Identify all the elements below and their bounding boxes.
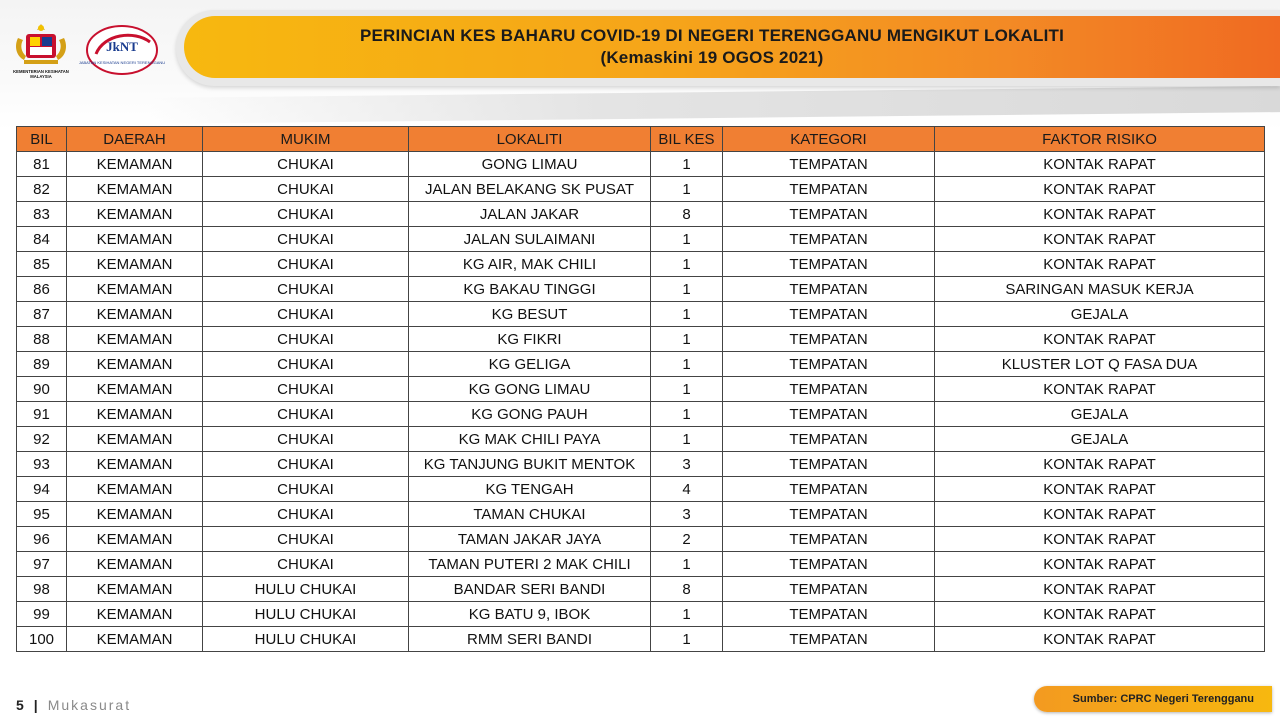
table-cell: 1 — [651, 552, 723, 577]
table-cell: SARINGAN MASUK KERJA — [935, 277, 1265, 302]
table-row — [17, 352, 1265, 377]
table-cell: KG GELIGA — [409, 352, 651, 377]
table-cell: TEMPATAN — [723, 477, 935, 502]
table-cell: CHUKAI — [203, 302, 409, 327]
table-body — [17, 152, 1265, 652]
table-cell: 4 — [651, 477, 723, 502]
table-row — [17, 327, 1265, 352]
table-cell: CHUKAI — [203, 477, 409, 502]
table-cell: HULU CHUKAI — [203, 627, 409, 652]
table-cell: CHUKAI — [203, 227, 409, 252]
column-header: FAKTOR RISIKO — [935, 127, 1265, 152]
table-row — [17, 402, 1265, 427]
table-cell: 92 — [17, 427, 67, 452]
table-cell: KG TANJUNG BUKIT MENTOK — [409, 452, 651, 477]
table-cell: CHUKAI — [203, 327, 409, 352]
table-cell: TEMPATAN — [723, 202, 935, 227]
table-cell: KG GONG PAUH — [409, 402, 651, 427]
table-cell: JALAN BELAKANG SK PUSAT — [409, 177, 651, 202]
table-cell: 8 — [651, 577, 723, 602]
table-cell: CHUKAI — [203, 552, 409, 577]
column-header: MUKIM — [203, 127, 409, 152]
table-cell: TEMPATAN — [723, 227, 935, 252]
table-row — [17, 202, 1265, 227]
table-cell: KG FIKRI — [409, 327, 651, 352]
table-cell: KEMAMAN — [67, 277, 203, 302]
table-row — [17, 627, 1265, 652]
table-cell: 1 — [651, 152, 723, 177]
table-cell: KEMAMAN — [67, 627, 203, 652]
table-cell: TAMAN CHUKAI — [409, 502, 651, 527]
source-tag: Sumber: CPRC Negeri Terengganu — [1034, 686, 1272, 712]
table-cell: GEJALA — [935, 302, 1265, 327]
page-title: PERINCIAN KES BAHARU COVID-19 DI NEGERI TERENGGANU MENGIKUT LOKALITI — [359, 26, 1065, 45]
table-cell: TEMPATAN — [723, 377, 935, 402]
table-cell: CHUKAI — [203, 152, 409, 177]
table-cell: GONG LIMAU — [409, 152, 651, 177]
table-cell: KONTAK RAPAT — [935, 177, 1265, 202]
table-cell: TEMPATAN — [723, 152, 935, 177]
page-footer — [16, 697, 131, 713]
table-cell: KONTAK RAPAT — [935, 527, 1265, 552]
table-cell: TEMPATAN — [723, 577, 935, 602]
table-cell: 1 — [651, 252, 723, 277]
table-cell: KG BESUT — [409, 302, 651, 327]
table-row — [17, 527, 1265, 552]
page-label: Mukasurat — [47, 697, 132, 713]
table-cell: BANDAR SERI BANDI — [409, 577, 651, 602]
table-cell: 83 — [17, 202, 67, 227]
table-cell: KEMAMAN — [67, 427, 203, 452]
svg-text:JABATAN KESIHATAN NEGERI TEREN: JABATAN KESIHATAN NEGERI TERENGGANU — [78, 60, 166, 65]
table-cell: CHUKAI — [203, 502, 409, 527]
table-cell: 3 — [651, 502, 723, 527]
table-row — [17, 427, 1265, 452]
table-cell: KONTAK RAPAT — [935, 602, 1265, 627]
table-cell: 1 — [651, 377, 723, 402]
table-cell: TEMPATAN — [723, 327, 935, 352]
table-cell: 1 — [651, 277, 723, 302]
table-cell: KG TENGAH — [409, 477, 651, 502]
table-cell: 96 — [17, 527, 67, 552]
table-cell: KG GONG LIMAU — [409, 377, 651, 402]
table-cell: TAMAN JAKAR JAYA — [409, 527, 651, 552]
table-header-row — [17, 127, 1265, 152]
table-cell: TEMPATAN — [723, 177, 935, 202]
table-row — [17, 152, 1265, 177]
table-cell: KEMAMAN — [67, 502, 203, 527]
table-cell: 8 — [651, 202, 723, 227]
cases-table — [16, 126, 1265, 652]
title-banner — [184, 16, 1280, 78]
table-cell: 94 — [17, 477, 67, 502]
column-header: BIL — [17, 127, 67, 152]
table-cell: 97 — [17, 552, 67, 577]
table-cell: RMM SERI BANDI — [409, 627, 651, 652]
table-cell: 1 — [651, 602, 723, 627]
table-cell: KONTAK RAPAT — [935, 327, 1265, 352]
table-cell: 85 — [17, 252, 67, 277]
table-cell: TEMPATAN — [723, 277, 935, 302]
table-cell: KEMAMAN — [67, 452, 203, 477]
table-row — [17, 302, 1265, 327]
table-cell: TEMPATAN — [723, 552, 935, 577]
table-cell: KEMAMAN — [67, 177, 203, 202]
table-cell: KONTAK RAPAT — [935, 477, 1265, 502]
table-cell: TEMPATAN — [723, 427, 935, 452]
table-cell: TEMPATAN — [723, 402, 935, 427]
table-cell: 90 — [17, 377, 67, 402]
table-row — [17, 177, 1265, 202]
table-cell: CHUKAI — [203, 452, 409, 477]
table-cell: KONTAK RAPAT — [935, 577, 1265, 602]
table-cell: KONTAK RAPAT — [935, 627, 1265, 652]
table-cell: HULU CHUKAI — [203, 577, 409, 602]
table-cell: 91 — [17, 402, 67, 427]
table-cell: KONTAK RAPAT — [935, 202, 1265, 227]
column-header: LOKALITI — [409, 127, 651, 152]
table-cell: CHUKAI — [203, 427, 409, 452]
page-subtitle-date: (Kemaskini 19 OGOS 2021) — [600, 48, 824, 67]
table-cell: 98 — [17, 577, 67, 602]
svg-text:KEMENTERIAN KESIHATAN: KEMENTERIAN KESIHATAN — [13, 69, 69, 74]
table-cell: KONTAK RAPAT — [935, 152, 1265, 177]
table-cell: KLUSTER LOT Q FASA DUA — [935, 352, 1265, 377]
table-cell: 87 — [17, 302, 67, 327]
table-cell: 1 — [651, 627, 723, 652]
table-cell: 82 — [17, 177, 67, 202]
table-cell: CHUKAI — [203, 177, 409, 202]
table-cell: 2 — [651, 527, 723, 552]
table-cell: 1 — [651, 427, 723, 452]
table-cell: TEMPATAN — [723, 452, 935, 477]
table-row — [17, 602, 1265, 627]
table-cell: CHUKAI — [203, 402, 409, 427]
table-row — [17, 252, 1265, 277]
table-cell: 1 — [651, 302, 723, 327]
table-row — [17, 452, 1265, 477]
table-cell: CHUKAI — [203, 202, 409, 227]
table-cell: TEMPATAN — [723, 252, 935, 277]
table-cell: 93 — [17, 452, 67, 477]
table-cell: KONTAK RAPAT — [935, 377, 1265, 402]
table-cell: HULU CHUKAI — [203, 602, 409, 627]
table-cell: KEMAMAN — [67, 227, 203, 252]
table-cell: TEMPATAN — [723, 602, 935, 627]
jknt-logo — [78, 24, 166, 76]
table-cell: KEMAMAN — [67, 477, 203, 502]
table-cell: 81 — [17, 152, 67, 177]
svg-text:JkNT: JkNT — [106, 39, 138, 54]
table-cell: JALAN SULAIMANI — [409, 227, 651, 252]
table-cell: 84 — [17, 227, 67, 252]
table-cell: KG MAK CHILI PAYA — [409, 427, 651, 452]
table-cell: TEMPATAN — [723, 527, 935, 552]
table-cell: 3 — [651, 452, 723, 477]
table-cell: KG AIR, MAK CHILI — [409, 252, 651, 277]
table-cell: 89 — [17, 352, 67, 377]
table-cell: CHUKAI — [203, 352, 409, 377]
table-cell: KEMAMAN — [67, 552, 203, 577]
table-cell: 95 — [17, 502, 67, 527]
table-cell: 1 — [651, 402, 723, 427]
column-header: DAERAH — [67, 127, 203, 152]
table-cell: 1 — [651, 227, 723, 252]
table-cell: KEMAMAN — [67, 402, 203, 427]
table-cell: KEMAMAN — [67, 302, 203, 327]
svg-text:MALAYSIA: MALAYSIA — [30, 74, 52, 79]
table-cell: 99 — [17, 602, 67, 627]
table-cell: CHUKAI — [203, 277, 409, 302]
table-cell: TEMPATAN — [723, 302, 935, 327]
table-cell: KONTAK RAPAT — [935, 252, 1265, 277]
table-cell: KONTAK RAPAT — [935, 552, 1265, 577]
table-cell: TAMAN PUTERI 2 MAK CHILI — [409, 552, 651, 577]
kkm-crest-logo — [12, 20, 70, 82]
table-cell: KEMAMAN — [67, 602, 203, 627]
table-row — [17, 577, 1265, 602]
table-cell: 100 — [17, 627, 67, 652]
table-cell: KONTAK RAPAT — [935, 452, 1265, 477]
table-row — [17, 502, 1265, 527]
table-cell: KEMAMAN — [67, 527, 203, 552]
table-cell: 86 — [17, 277, 67, 302]
table-cell: TEMPATAN — [723, 627, 935, 652]
page-number: 5 — [16, 697, 24, 713]
table-cell: 1 — [651, 327, 723, 352]
table-cell: GEJALA — [935, 402, 1265, 427]
table-cell: KEMAMAN — [67, 352, 203, 377]
table-row — [17, 477, 1265, 502]
table-cell: 88 — [17, 327, 67, 352]
column-header: BIL KES — [651, 127, 723, 152]
table-cell: KONTAK RAPAT — [935, 502, 1265, 527]
table-cell: 1 — [651, 177, 723, 202]
table-cell: KEMAMAN — [67, 577, 203, 602]
table-cell: GEJALA — [935, 427, 1265, 452]
table-cell: CHUKAI — [203, 252, 409, 277]
table-row — [17, 277, 1265, 302]
table-cell: JALAN JAKAR — [409, 202, 651, 227]
table-cell: KEMAMAN — [67, 252, 203, 277]
table-cell: TEMPATAN — [723, 352, 935, 377]
table-row — [17, 227, 1265, 252]
table-cell: CHUKAI — [203, 527, 409, 552]
table-cell: CHUKAI — [203, 377, 409, 402]
column-header: KATEGORI — [723, 127, 935, 152]
table-cell: 1 — [651, 352, 723, 377]
table-cell: KONTAK RAPAT — [935, 227, 1265, 252]
table-cell: KEMAMAN — [67, 377, 203, 402]
table-cell: KEMAMAN — [67, 327, 203, 352]
table-cell: KG BATU 9, IBOK — [409, 602, 651, 627]
footer-separator: | — [33, 697, 38, 713]
table-cell: TEMPATAN — [723, 502, 935, 527]
table-cell: KG BAKAU TINGGI — [409, 277, 651, 302]
table-cell: KEMAMAN — [67, 152, 203, 177]
table-cell: KEMAMAN — [67, 202, 203, 227]
table-row — [17, 552, 1265, 577]
table-row — [17, 377, 1265, 402]
